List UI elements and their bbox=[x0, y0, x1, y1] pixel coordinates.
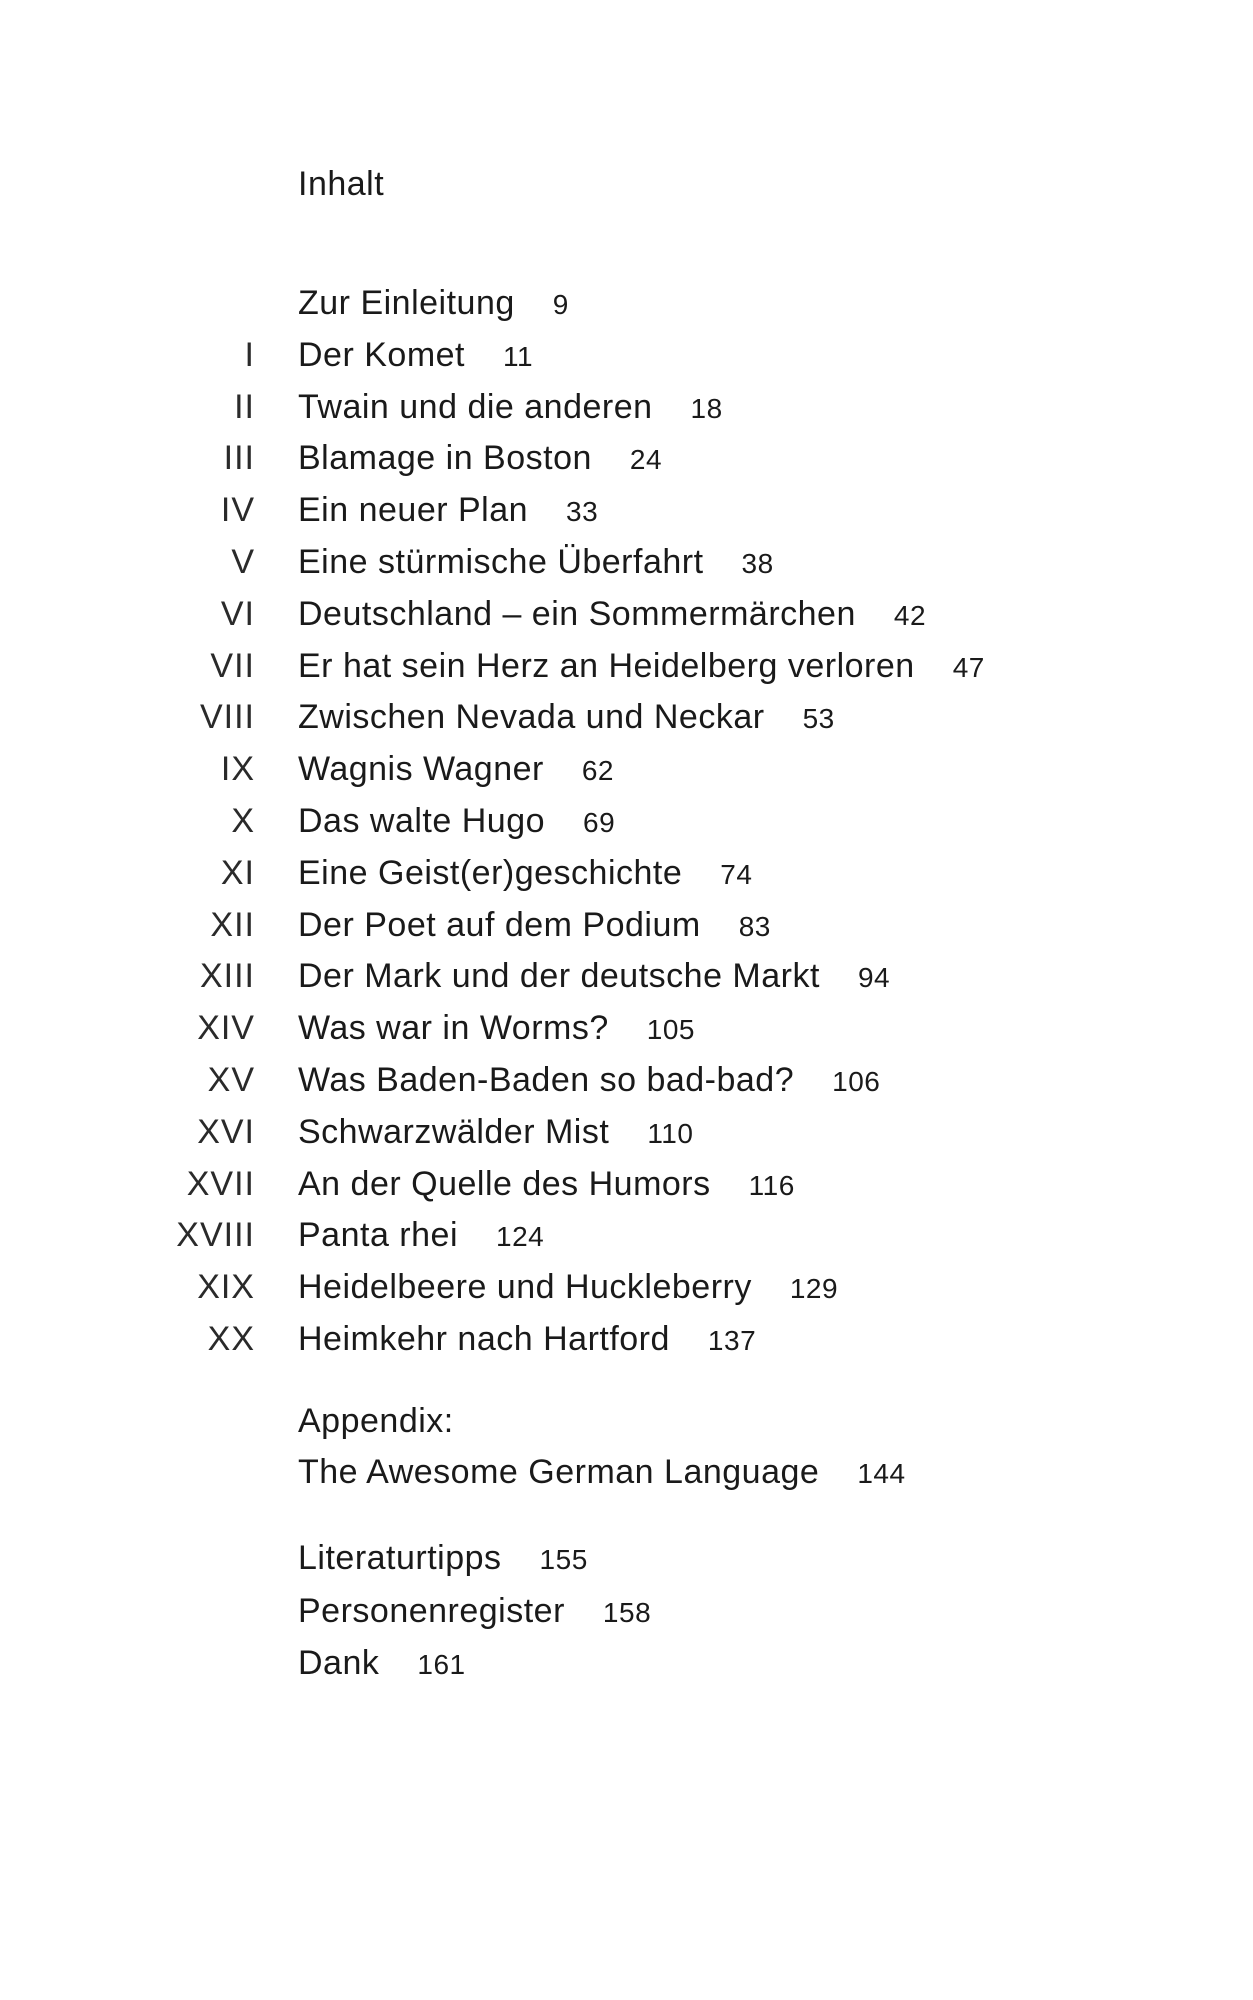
chapter-title: Eine Geist(er)geschichte bbox=[298, 853, 683, 892]
back-matter-entry bbox=[298, 1586, 651, 1639]
chapter-title-line bbox=[298, 796, 615, 849]
chapter-page-number: 11 bbox=[503, 340, 534, 372]
chapter-title: Was war in Worms? bbox=[298, 1009, 609, 1048]
chapter-title: Er hat sein Herz an Heidelberg verloren bbox=[298, 646, 915, 685]
chapter-numeral: VI bbox=[220, 594, 255, 633]
chapter-title: Wagnis Wagner bbox=[298, 750, 544, 789]
chapter-page-number: 124 bbox=[496, 1221, 545, 1253]
chapter-page-number: 83 bbox=[738, 910, 771, 942]
toc-entry bbox=[0, 278, 1253, 330]
chapter-title: Heidelbeere und Huckleberry bbox=[298, 1268, 752, 1307]
chapter-page-number: 38 bbox=[741, 547, 774, 579]
chapter-title-line bbox=[298, 641, 985, 694]
chapter-title-line bbox=[298, 330, 533, 383]
chapter-page-number: 42 bbox=[893, 599, 927, 631]
chapter-title-line bbox=[298, 433, 662, 486]
chapter-page-number: 137 bbox=[707, 1324, 757, 1356]
toc-entry bbox=[0, 433, 1253, 485]
back-matter-page-number: 158 bbox=[602, 1596, 652, 1628]
chapter-title-line bbox=[298, 1055, 880, 1108]
chapter-title: Zwischen Nevada und Neckar bbox=[298, 698, 765, 737]
back-matter-entry bbox=[298, 1533, 651, 1586]
back-matter-entry bbox=[298, 1638, 651, 1691]
chapter-numeral: XII bbox=[210, 905, 255, 944]
toc-entry bbox=[0, 1159, 1253, 1211]
chapter-title: Twain und die anderen bbox=[298, 387, 653, 426]
back-matter-page-number: 161 bbox=[417, 1649, 466, 1680]
chapter-title: Der Mark und der deutsche Markt bbox=[298, 957, 820, 996]
chapter-page-number: 129 bbox=[789, 1273, 839, 1305]
chapter-page-number: 18 bbox=[690, 392, 723, 424]
toc-entry bbox=[0, 1107, 1253, 1159]
chapter-title: Eine stürmische Überfahrt bbox=[298, 542, 704, 581]
chapter-page-number: 53 bbox=[802, 703, 835, 735]
chapter-numeral: VII bbox=[210, 646, 255, 685]
chapter-title-line bbox=[298, 537, 774, 590]
chapter-page-number: 69 bbox=[583, 806, 616, 838]
chapter-title-line bbox=[298, 382, 723, 435]
chapter-page-number: 94 bbox=[857, 962, 891, 994]
toc-entry bbox=[0, 692, 1253, 744]
chapter-title: Das walte Hugo bbox=[298, 801, 546, 840]
chapter-numeral: I bbox=[244, 335, 255, 374]
toc-entry bbox=[0, 641, 1253, 693]
appendix-entry bbox=[298, 1447, 906, 1499]
toc-entry bbox=[0, 330, 1253, 382]
toc-entry bbox=[0, 744, 1253, 796]
appendix-label: Appendix: bbox=[298, 1402, 454, 1440]
chapter-title: Deutschland – ein Sommermärchen bbox=[298, 594, 856, 633]
chapter-title: Der Poet auf dem Podium bbox=[298, 905, 701, 944]
chapter-title-line bbox=[298, 278, 569, 331]
chapter-title: Was Baden-Baden so bad-bad? bbox=[298, 1060, 795, 1099]
back-matter-title: Personenregister bbox=[298, 1591, 565, 1630]
back-matter-title: Literaturtipps bbox=[298, 1539, 502, 1577]
toc-entry bbox=[0, 485, 1253, 537]
toc-entry bbox=[0, 537, 1253, 589]
chapter-title: Schwarzwälder Mist bbox=[298, 1112, 610, 1151]
chapter-title-line bbox=[298, 1314, 756, 1367]
back-matter-list bbox=[298, 1533, 651, 1691]
toc-entry bbox=[0, 951, 1253, 1003]
chapter-title-line bbox=[298, 692, 835, 745]
chapter-numeral: XIX bbox=[197, 1268, 255, 1307]
chapter-page-number: 74 bbox=[720, 858, 753, 890]
chapter-numeral: II bbox=[234, 387, 255, 426]
chapter-numeral: III bbox=[223, 439, 255, 478]
chapter-title-line bbox=[298, 1107, 693, 1160]
back-matter-title: Dank bbox=[298, 1644, 380, 1682]
chapter-title-line bbox=[298, 1210, 544, 1263]
back-matter-page-number: 155 bbox=[539, 1544, 588, 1575]
chapter-title: Blamage in Boston bbox=[298, 439, 592, 478]
toc-entry bbox=[0, 848, 1253, 900]
toc-entry bbox=[0, 1210, 1253, 1262]
appendix-page-number: 144 bbox=[857, 1458, 906, 1489]
chapter-title-line bbox=[298, 1003, 695, 1056]
chapter-page-number: 116 bbox=[748, 1169, 795, 1201]
toc-entry bbox=[0, 1003, 1253, 1055]
toc-entry bbox=[0, 1055, 1253, 1107]
chapter-title: An der Quelle des Humors bbox=[298, 1164, 711, 1203]
appendix-section bbox=[298, 1396, 906, 1499]
chapter-page-number: 47 bbox=[952, 651, 985, 683]
chapter-numeral: XVIII bbox=[176, 1216, 255, 1255]
chapter-numeral: X bbox=[231, 801, 255, 840]
chapter-page-number: 33 bbox=[566, 496, 599, 528]
chapter-numeral: VIII bbox=[199, 698, 255, 737]
chapter-title-line bbox=[298, 848, 752, 901]
chapter-numeral: XVII bbox=[186, 1164, 255, 1203]
appendix-title: The Awesome German Language bbox=[298, 1453, 820, 1491]
page-title: Inhalt bbox=[298, 165, 385, 203]
chapter-numeral: XVI bbox=[197, 1112, 255, 1151]
toc-entry bbox=[0, 1314, 1253, 1366]
chapter-numeral: V bbox=[231, 542, 255, 581]
chapter-page-number: 24 bbox=[629, 444, 663, 476]
chapter-title: Ein neuer Plan bbox=[298, 491, 529, 530]
chapter-title: Panta rhei bbox=[298, 1216, 458, 1255]
chapter-numeral: XIV bbox=[197, 1009, 255, 1048]
chapter-numeral: IX bbox=[220, 750, 255, 789]
chapter-page-number: 62 bbox=[581, 755, 615, 787]
chapter-numeral: XI bbox=[220, 853, 255, 892]
chapter-page-number: 9 bbox=[552, 289, 569, 320]
chapter-title: Zur Einleitung bbox=[298, 284, 515, 322]
chapter-title: Heimkehr nach Hartford bbox=[298, 1319, 670, 1358]
chapter-title: Der Komet bbox=[298, 335, 465, 374]
chapter-numeral: XIII bbox=[199, 957, 255, 996]
toc-entry bbox=[0, 1262, 1253, 1314]
chapter-title-line bbox=[298, 589, 926, 642]
toc-entry bbox=[0, 900, 1253, 952]
chapter-numeral: XV bbox=[207, 1060, 255, 1099]
chapter-title-line bbox=[298, 1159, 795, 1212]
chapter-page-number: 110 bbox=[647, 1117, 694, 1149]
chapter-numeral: XX bbox=[207, 1319, 255, 1358]
toc-entry bbox=[0, 796, 1253, 848]
chapter-title-line bbox=[298, 485, 598, 538]
chapter-page-number: 106 bbox=[832, 1065, 881, 1097]
toc-entry bbox=[0, 382, 1253, 434]
table-of-contents bbox=[0, 278, 1253, 1366]
toc-entry bbox=[0, 589, 1253, 641]
chapter-title-line bbox=[298, 744, 614, 797]
chapter-title-line bbox=[298, 900, 771, 953]
chapter-title-line bbox=[298, 1262, 838, 1315]
chapter-page-number: 105 bbox=[646, 1014, 695, 1046]
chapter-numeral: IV bbox=[220, 491, 255, 530]
chapter-title-line bbox=[298, 951, 890, 1004]
